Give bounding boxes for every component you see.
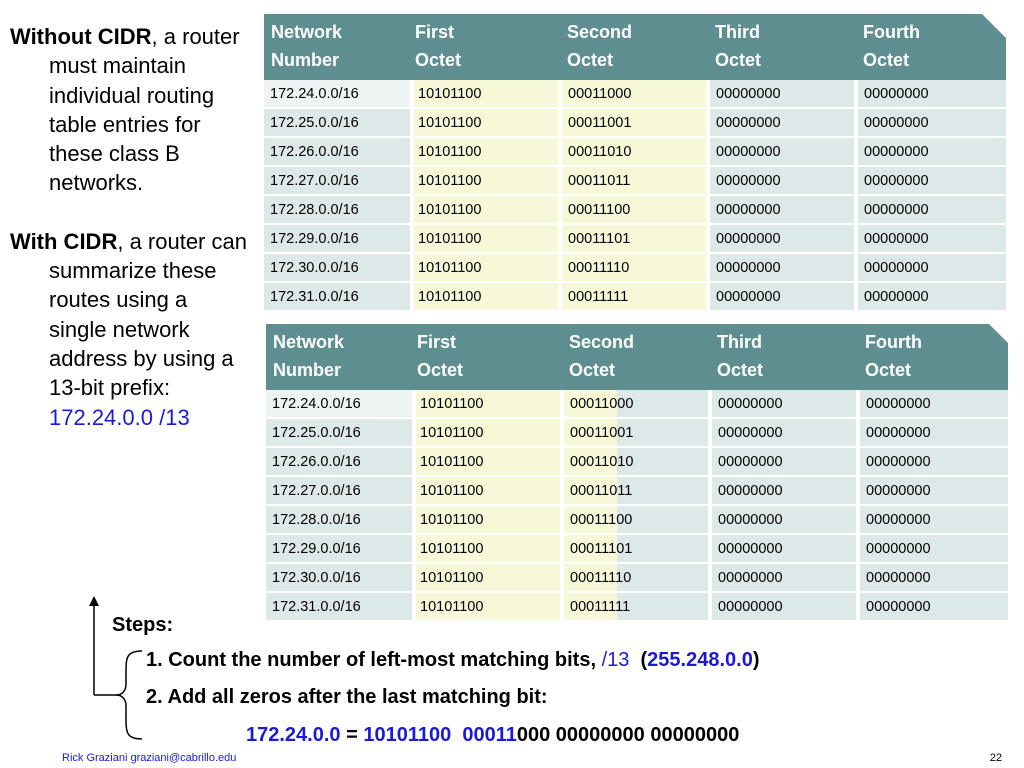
table-cell: 00000000 [708,195,856,224]
table-row [264,137,1006,166]
table-cell: 10101100 [414,447,562,476]
step-one-prefix: /13 [601,649,630,671]
column-header-line: Fourth [865,332,922,352]
table-cell: 172.25.0.0/16 [264,108,412,137]
table-cell: 00011100 [560,195,708,224]
table-cell: 00000000 [858,563,1008,592]
column-header [710,324,858,390]
with-cidr-paragraph [10,227,250,432]
table-cell: 172.26.0.0/16 [266,447,414,476]
table-cell: 00000000 [858,418,1008,447]
table-row [264,166,1006,195]
table-row [266,418,1008,447]
table-cell: 00000000 [710,592,858,620]
step-two: 2. Add all zeros after the last matching bit: [146,686,548,708]
table-cell: 00011110 [560,253,708,282]
table-cell: 172.28.0.0/16 [264,195,412,224]
table-cell: 00000000 [710,505,858,534]
table-cell: 10101100 [412,137,560,166]
table-cell: 00000000 [858,476,1008,505]
table-cell: 00011001 [560,108,708,137]
table-header-row [266,324,1008,390]
step-one-close-paren: ) [752,649,760,671]
table-cell: 00011101 [562,534,710,563]
result-equals: = [340,724,364,746]
table-corner-fold [989,324,1013,348]
table-cell: 00000000 [856,80,1006,108]
column-header [562,324,710,390]
result-bits-first-octet: 10101100 [363,724,452,746]
table-row [266,534,1008,563]
table-cell: 10101100 [412,253,560,282]
table-cell: 172.28.0.0/16 [266,505,414,534]
table-cell: 00000000 [858,447,1008,476]
steps-heading: Steps: [112,614,174,636]
result-address: 172.24.0.0 [246,724,341,746]
result-bits-zeros: 000 00000000 00000000 [516,724,740,746]
table-cell: 172.24.0.0/16 [266,390,414,418]
table-cell: 10101100 [414,534,562,563]
table-cell: 10101100 [414,505,562,534]
column-header [560,14,708,80]
column-header-line: Octet [715,50,762,70]
table-cell: 172.30.0.0/16 [266,563,414,592]
table-cell: 172.31.0.0/16 [264,282,412,310]
table-body [264,80,1006,310]
table-cell: 00000000 [856,166,1006,195]
table-cell: 00000000 [856,282,1006,310]
table-cell: 10101100 [414,390,562,418]
table-cell: 10101100 [412,108,560,137]
column-header-line: First [417,332,457,352]
table-cell: 10101100 [412,282,560,310]
table-cell: 172.25.0.0/16 [266,418,414,447]
column-header-line: Second [567,22,633,42]
table-cell: 172.30.0.0/16 [264,253,412,282]
table-cell: 172.31.0.0/16 [266,592,414,620]
result-line [246,724,739,747]
with-cidr-text: , a router can summarize these routes using a single network address by using a 13-bit prefix: [49,228,247,401]
table-cell: 00000000 [856,137,1006,166]
table-cell: 00000000 [710,447,858,476]
table-row [266,592,1008,620]
table-body [266,390,1008,620]
table-row [264,282,1006,310]
table-cell: 00011111 [560,282,708,310]
table-cell: 10101100 [412,195,560,224]
table-cell: 00000000 [856,224,1006,253]
without-cidr-paragraph [10,22,250,198]
column-header-line: Third [715,22,760,42]
column-header [708,14,856,80]
table-cell: 10101100 [414,563,562,592]
table-row [264,108,1006,137]
table-row [264,80,1006,108]
column-header [414,324,562,390]
without-cidr-label: Without CIDR [10,24,152,49]
table-cell: 172.27.0.0/16 [266,476,414,505]
table-row [266,447,1008,476]
column-header-line: Octet [569,360,616,380]
table-cell: 172.29.0.0/16 [264,224,412,253]
table-cell: 00000000 [708,137,856,166]
table-cell: 00000000 [708,108,856,137]
table-cell: 00000000 [708,282,856,310]
table-cell: 00011101 [560,224,708,253]
table-cell: 00000000 [708,253,856,282]
table-cell: 10101100 [414,592,562,620]
table-row [264,224,1006,253]
table-cell: 00000000 [858,505,1008,534]
table-cell: 10101100 [414,476,562,505]
table-cell: 10101100 [414,418,562,447]
table-cell: 00000000 [710,418,858,447]
table-cell: 00000000 [856,253,1006,282]
table-cell: 00000000 [856,108,1006,137]
table-cell: 00000000 [710,534,858,563]
result-bits-matching: 00011 [462,724,517,746]
column-header-line: Octet [417,360,464,380]
summary-address: 172.24.0.0 /13 [49,404,190,430]
column-header-line: Octet [415,50,462,70]
table-cell: 00011010 [560,137,708,166]
table-cell: 172.24.0.0/16 [264,80,412,108]
column-header-line: Octet [865,360,912,380]
page-number: 22 [989,752,1002,764]
step-one [146,649,760,672]
column-header [264,14,412,80]
column-header-line: Octet [567,50,614,70]
table-cell: 00000000 [708,166,856,195]
column-header [266,324,414,390]
column-header-line: Third [717,332,762,352]
column-header-line: Number [271,50,340,70]
explanation-text [10,22,250,432]
table-cell: 172.26.0.0/16 [264,137,412,166]
table-cell: 10101100 [412,166,560,195]
table-cell: 172.29.0.0/16 [266,534,414,563]
column-header-line: Octet [717,360,764,380]
table-row [264,253,1006,282]
routes-table-with-cidr [266,324,1008,620]
table-cell: 00000000 [710,563,858,592]
table-row [266,563,1008,592]
table-cell: 00011000 [562,390,710,418]
column-header [858,324,1008,390]
column-header [412,14,560,80]
table-cell: 10101100 [412,80,560,108]
table-cell: 00000000 [708,80,856,108]
step-one-text: 1. Count the number of left-most matching bits, [146,649,602,671]
table-row [264,195,1006,224]
footer-author: Rick Graziani graziani@cabrillo.edu [62,752,237,764]
without-cidr-text: , a router must maintain individual routing table entries for these class B networks. [49,24,240,196]
table-cell: 172.27.0.0/16 [264,166,412,195]
table-row [266,476,1008,505]
routes-table-without-cidr [264,14,1006,310]
table-cell: 00011010 [562,447,710,476]
table-cell: 00000000 [858,390,1008,418]
table-cell: 00000000 [710,476,858,505]
table-row [266,505,1008,534]
column-header-line: Second [569,332,635,352]
table-row [266,390,1008,418]
step-one-mask: 255.248.0.0 [647,649,753,671]
table-header-row [264,14,1006,80]
table-cell: 00000000 [858,592,1008,620]
table-cell: 00011000 [560,80,708,108]
column-header-line: Fourth [863,22,920,42]
table-cell: 00011011 [560,166,708,195]
table-cell: 00011110 [562,563,710,592]
table-cell: 00000000 [708,224,856,253]
with-cidr-label: With CIDR [10,228,118,254]
column-header-line: Number [273,360,342,380]
column-header-line: Octet [863,50,910,70]
column-header-line: Network [271,22,343,42]
table-cell: 00011111 [562,592,710,620]
table-cell: 00011001 [562,418,710,447]
column-header-line: First [415,22,455,42]
step-one-open-paren: ( [640,649,648,671]
table-cell: 00000000 [710,390,858,418]
table-cell: 10101100 [412,224,560,253]
table-cell: 00000000 [858,534,1008,563]
table-corner-fold [982,14,1006,38]
table-cell: 00011100 [562,505,710,534]
column-header-line: Network [273,332,345,352]
table-cell: 00000000 [856,195,1006,224]
table-cell: 00011011 [562,476,710,505]
